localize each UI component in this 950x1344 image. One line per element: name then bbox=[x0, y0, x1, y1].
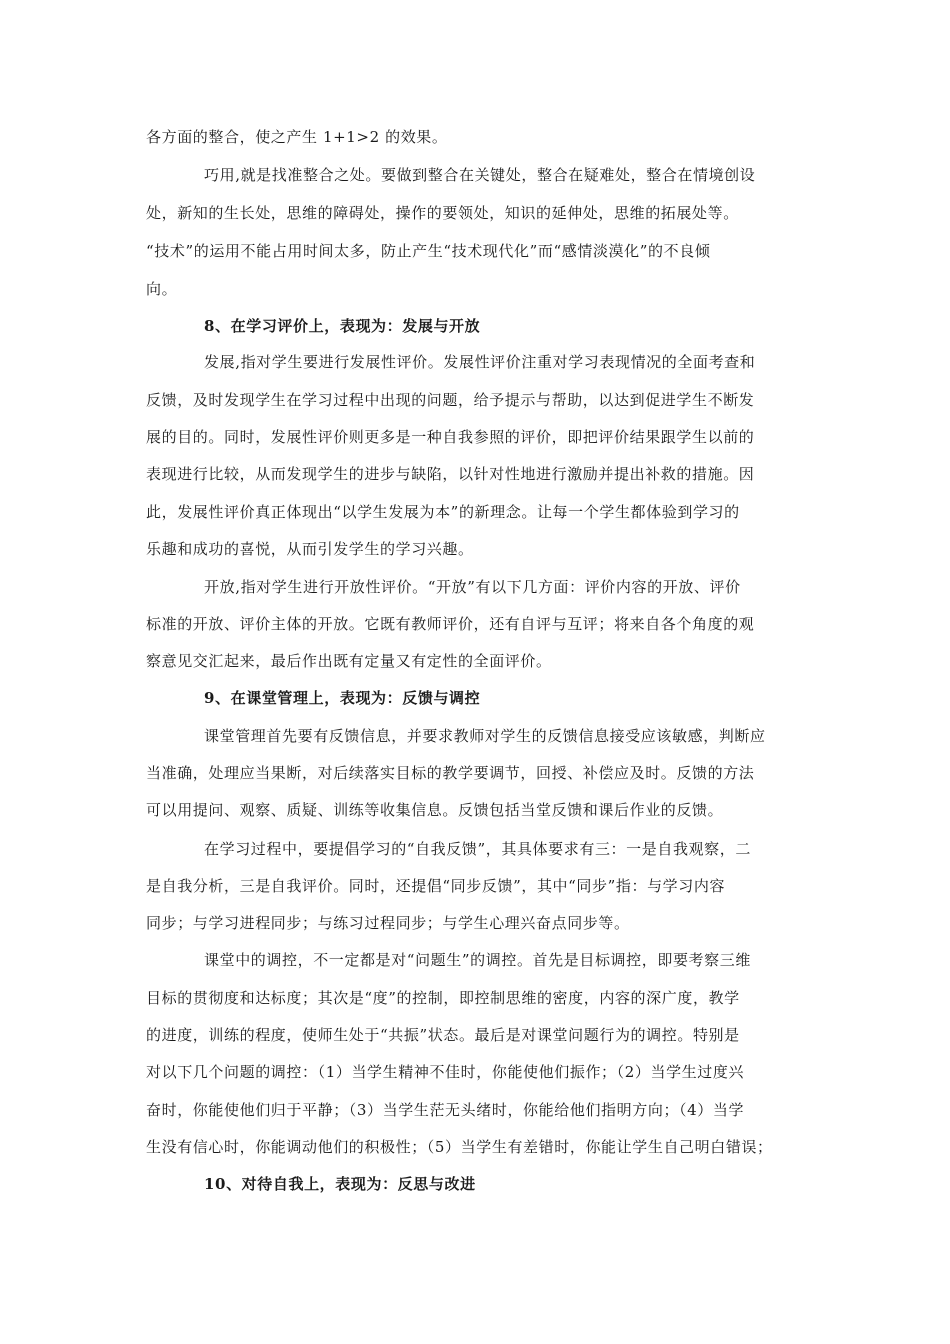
paragraph-line: 可以用提问、观察、质疑、训练等收集信息。反馈包括当堂反馈和课后作业的反馈。 bbox=[146, 801, 724, 819]
paragraph-line: 目标的贯彻度和达标度；其次是“度”的控制，即控制思维的密度，内容的深广度，教学 bbox=[146, 989, 740, 1007]
paragraph-line: “技术”的运用不能占用时间太多，防止产生“技术现代化”而“感情淡漠化”的不良倾 bbox=[146, 242, 711, 260]
paragraph-line: 是自我分析，三是自我评价。同时，还提倡“同步反馈”，其中“同步”指：与学习内容 bbox=[146, 877, 726, 895]
paragraph-line: 开放,指对学生进行开放性评价。“开放”有以下几方面：评价内容的开放、评价 bbox=[204, 578, 741, 596]
paragraph-line: 处，新知的生长处，思维的障碍处，操作的要领处，知识的延伸处，思维的拓展处等。 bbox=[146, 204, 739, 222]
paragraph-line: 课堂中的调控，不一定都是对“问题生”的调控。首先是目标调控，即要考察三维 bbox=[204, 951, 751, 969]
paragraph-line: 同步；与学习进程同步；与练习过程同步；与学生心理兴奋点同步等。 bbox=[146, 914, 630, 932]
section-heading-9: 9、在课堂管理上，表现为：反馈与调控 bbox=[204, 689, 481, 707]
paragraph-line: 表现进行比较，从而发现学生的进步与缺陷，以针对性地进行激励并提出补救的措施。因 bbox=[146, 465, 755, 483]
paragraph-line: 对以下几个问题的调控：（1）当学生精神不佳时，你能使他们振作；（2）当学生过度兴 bbox=[146, 1063, 745, 1081]
paragraph-line: 的进度，训练的程度，使师生处于“共振”状态。最后是对课堂问题行为的调控。特别是 bbox=[146, 1026, 740, 1044]
paragraph-line: 展的目的。同时，发展性评价则更多是一种自我参照的评价，即把评价结果跟学生以前的 bbox=[146, 428, 755, 446]
paragraph-line: 在学习过程中，要提倡学习的“自我反馈”，其具体要求有三：一是自我观察，二 bbox=[204, 840, 751, 858]
paragraph-line: 向。 bbox=[146, 280, 178, 298]
paragraph-line: 察意见交汇起来，最后作出既有定量又有定性的全面评价。 bbox=[146, 652, 552, 670]
paragraph-line: 标准的开放、评价主体的开放。它既有教师评价，还有自评与互评；将来自各个角度的观 bbox=[146, 615, 755, 633]
paragraph-line: 乐趣和成功的喜悦，从而引发学生的学习兴趣。 bbox=[146, 540, 474, 558]
section-heading-8: 8、在学习评价上，表现为：发展与开放 bbox=[204, 317, 481, 335]
paragraph-line: 各方面的整合，使之产生 1+1>2 的效果。 bbox=[146, 128, 448, 146]
paragraph-line: 此，发展性评价真正体现出“以学生发展为本”的新理念。让每一个学生都体验到学习的 bbox=[146, 503, 740, 521]
paragraph-line: 反馈，及时发现学生在学习过程中出现的问题，给予提示与帮助，以达到促进学生不断发 bbox=[146, 391, 755, 409]
paragraph-line: 发展,指对学生要进行发展性评价。发展性评价注重对学习表现情况的全面考查和 bbox=[204, 353, 756, 371]
paragraph-line: 生没有信心时，你能调动他们的积极性；（5）当学生有差错时，你能让学生自己明白错误； bbox=[146, 1138, 773, 1156]
paragraph-line: 巧用,就是找准整合之处。要做到整合在关键处，整合在疑难处，整合在情境创设 bbox=[204, 166, 756, 184]
section-heading-10: 10、对待自我上，表现为：反思与改进 bbox=[204, 1175, 476, 1193]
paragraph-line: 当准确，处理应当果断，对后续落实目标的教学要调节，回授、补偿应及时。反馈的方法 bbox=[146, 764, 755, 782]
paragraph-line: 奋时，你能使他们归于平静；（3）当学生茫无头绪时，你能给他们指明方向；（4）当学 bbox=[146, 1101, 745, 1119]
paragraph-line: 课堂管理首先要有反馈信息，并要求教师对学生的反馈信息接受应该敏感，判断应 bbox=[204, 727, 766, 745]
document-page bbox=[146, 0, 814, 1344]
